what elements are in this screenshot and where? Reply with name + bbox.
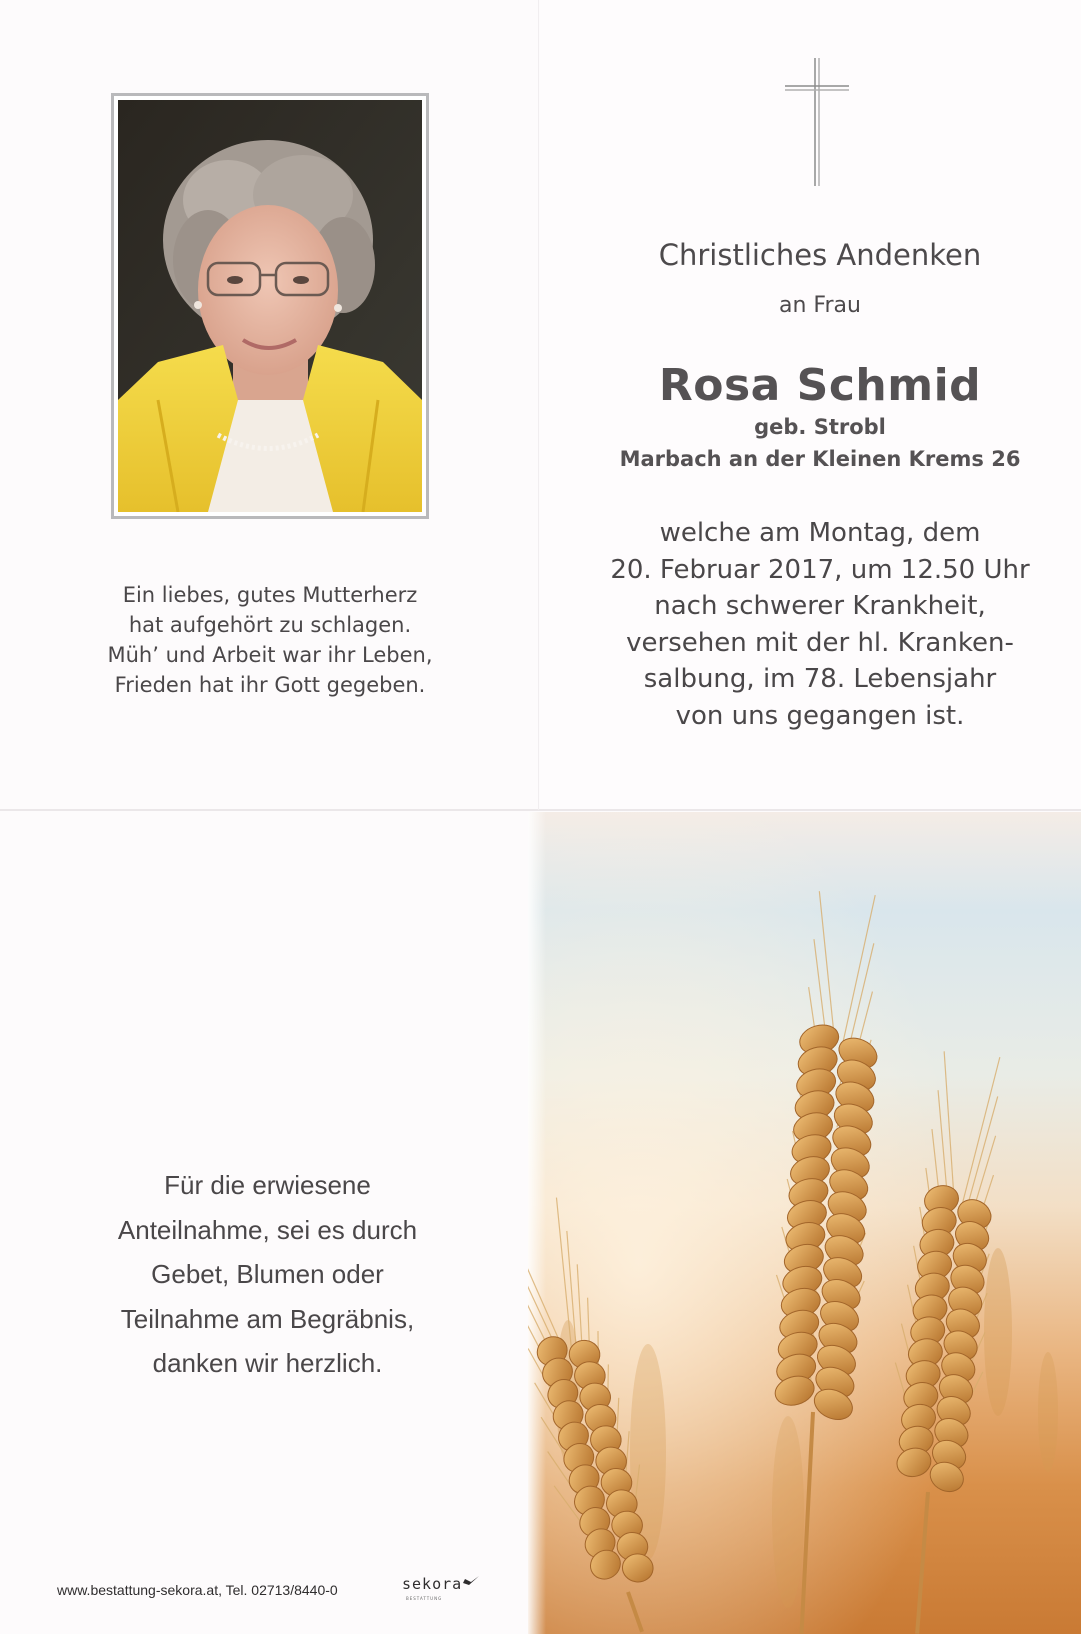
wheat-blur [984, 1248, 1012, 1416]
death-notice [560, 515, 1080, 734]
death-line: versehen mit der hl. Kranken- [626, 627, 1014, 658]
poem-verse [60, 580, 480, 700]
address: Marbach an der Kleinen Krems 26 [619, 447, 1021, 471]
portrait-photo [111, 93, 429, 519]
wheat-blur [1038, 1352, 1058, 1472]
death-line: 20. Februar 2017, um 12.50 Uhr [610, 554, 1030, 585]
verse-line: Müh’ und Arbeit war ihr Leben, [107, 643, 433, 667]
fold-line-horizontal [0, 809, 1081, 811]
wheat-image [528, 812, 1081, 1634]
fold-line-vertical [538, 0, 539, 810]
funeral-home-logo-subtext: BESTATTUNG [406, 1596, 443, 1601]
memorial-heading: Christliches Andenken [658, 238, 982, 272]
verse-line: Frieden hat ihr Gott gegeben. [114, 673, 426, 697]
thanks-message [20, 1163, 515, 1386]
thanks-line: Gebet, Blumen oder [151, 1259, 384, 1289]
bird-logo-icon [462, 1575, 480, 1589]
funeral-home-contact: www.bestattung-sekora.at, Tel. 02713/8440-0 [57, 1582, 338, 1598]
deceased-name: Rosa Schmid [658, 360, 982, 411]
death-line: von uns gegangen ist. [675, 700, 965, 731]
maiden-name: geb. Strobl [754, 415, 886, 439]
thanks-line: Teilnahme am Begräbnis, [120, 1303, 415, 1334]
salutation: an Frau [779, 293, 861, 318]
verse-line: hat aufgehört zu schlagen. [128, 613, 412, 637]
wheat-blur [772, 1416, 804, 1608]
death-line: salbung, im 78. Lebensjahr [643, 664, 997, 694]
funeral-home-logo: sekora [402, 1575, 463, 1593]
thanks-line: Anteilnahme, sei es durch [117, 1214, 418, 1245]
thanks-line: danken wir herzlich. [152, 1348, 383, 1378]
death-line: welche am Montag, dem [659, 518, 981, 548]
cross-icon [782, 58, 852, 186]
verse-line: Ein liebes, gutes Mutterherz [122, 583, 418, 607]
thanks-line: Für die erwiesene [164, 1170, 371, 1200]
death-line: nach schwerer Krankheit, [654, 591, 986, 621]
